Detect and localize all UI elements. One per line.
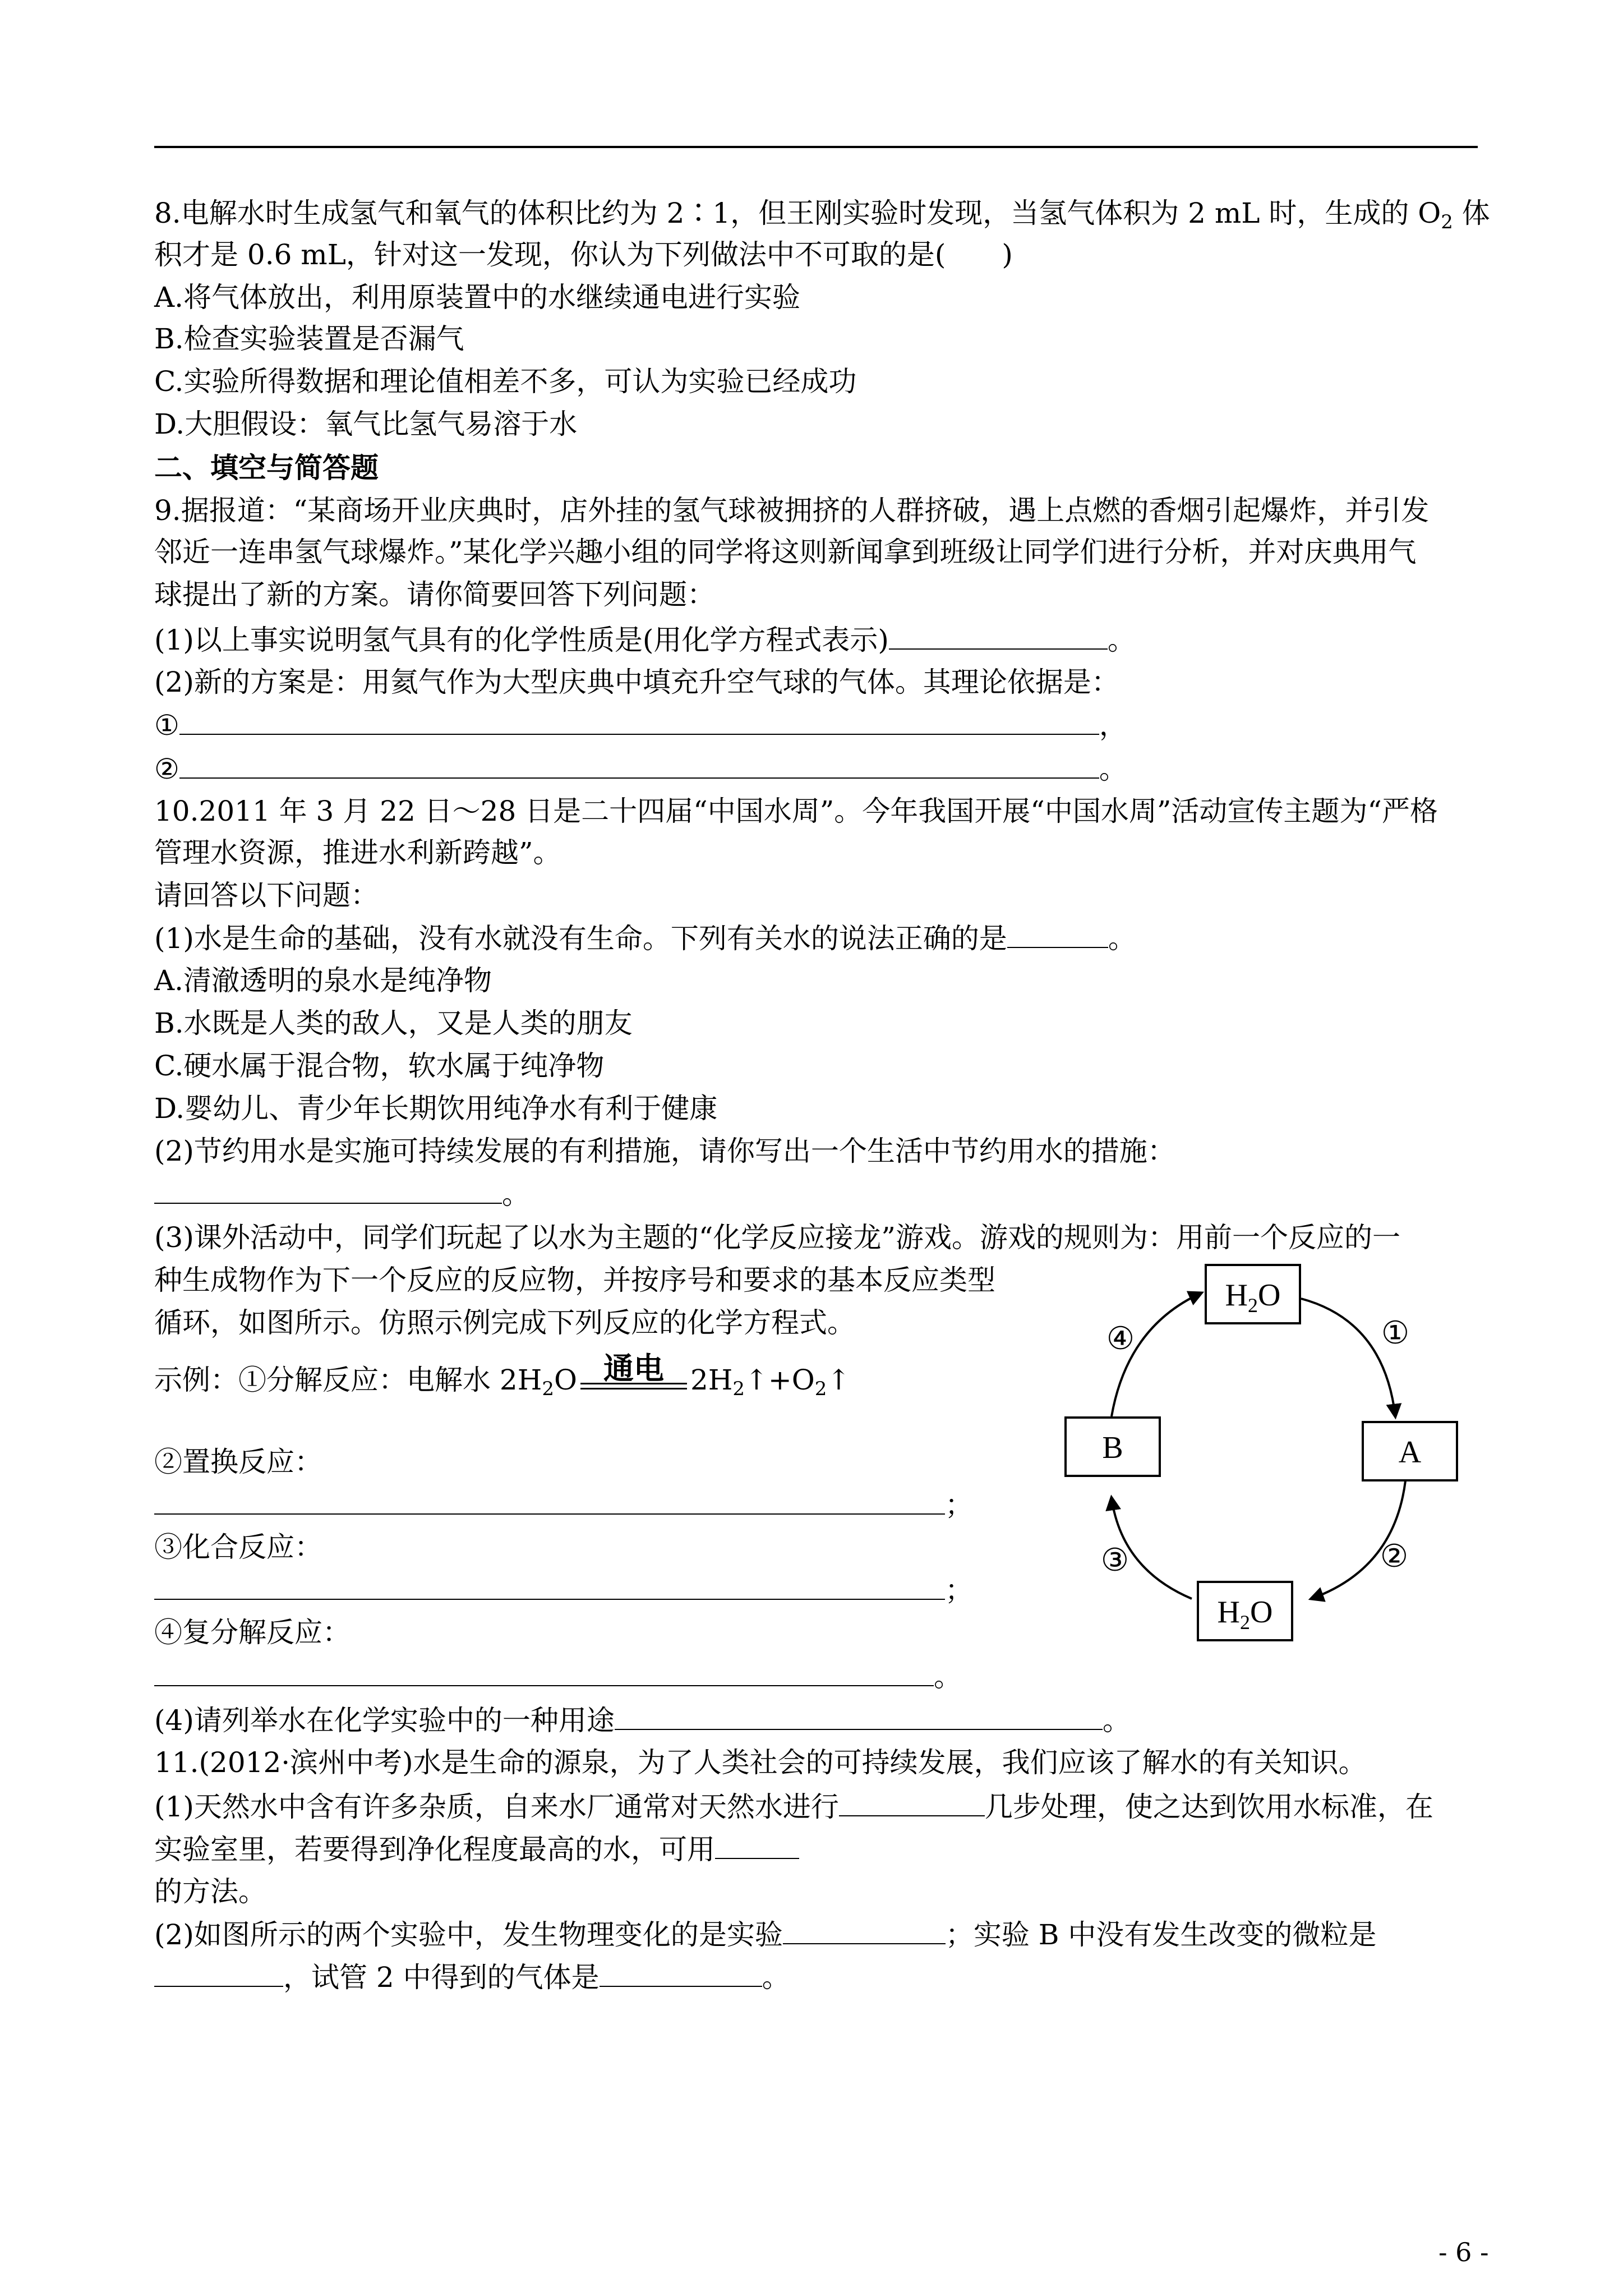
box-top-label: $H_2O$: [1225, 1278, 1281, 1317]
q10-option-c: C.硬水属于混合物，软水属于纯净物: [154, 1050, 605, 1082]
q10-option-a: A.清澈透明的泉水是纯净物: [154, 964, 492, 997]
section-title: 二、填空与简答题: [154, 451, 379, 484]
q11-part1-line3: 的方法。: [154, 1875, 266, 1908]
q10-part4-blank[interactable]: [615, 1703, 1103, 1730]
q10-part3-line1: (3)课外活动中，同学们玩起了以水为主题的“化学反应接龙”游戏。游戏的规则为：用前一个反应的一: [154, 1221, 1400, 1254]
q10-reaction3-label: ③化合反应：: [154, 1531, 322, 1563]
q10-part2-blank[interactable]: [154, 1177, 502, 1204]
step-1-marker: ①: [1381, 1315, 1410, 1351]
q9-reason2-blank[interactable]: [179, 752, 1099, 779]
q10-reaction2-blank[interactable]: [154, 1488, 945, 1515]
q9-part1-blank[interactable]: [889, 623, 1108, 650]
q11-part2-line2: ，试管 2 中得到的气体是 。: [154, 1960, 790, 1994]
q8-stem-line1: 8.电解水时生成氢气和氧气的体积比约为 2∶1，但王刚实验时发现，当氢气体积为 2 mL 时，生成的 $O_2$ 体: [154, 197, 1490, 233]
q10-part2: (2)节约用水是实施可持续发展的有利措施，请你写出一个生活中节约用水的措施：: [154, 1135, 1175, 1167]
q8-stem-line2: 积才是 0.6 mL，针对这一发现，你认为下列做法中不可取的是( ): [154, 238, 1013, 271]
q11-part1-line2: 实验室里，若要得到净化程度最高的水，可用: [154, 1832, 799, 1866]
q10-reaction3-blank[interactable]: [154, 1573, 945, 1600]
q11-part2-blank1[interactable]: [783, 1917, 946, 1944]
q10-part3-line3: 循环，如图所示。仿照示例完成下列反应的化学方程式。: [154, 1306, 855, 1339]
q10-option-d: D.婴幼儿、青少年长期饮用纯净水有利于健康: [154, 1092, 718, 1125]
q11-stem: 11.(2012·滨州中考)水是生命的源泉，为了人类社会的可持续发展，我们应该了解水的有关知识。: [154, 1746, 1367, 1779]
q10-stem-line1: 10.2011 年 3 月 22 日～28 日是二十四届“中国水周”。今年我国开展“中国水周”活动宣传主题为“严格: [154, 795, 1438, 827]
q11-part1-line1: (1)天然水中含有许多杂质，自来水厂通常对天然水进行 几步处理，使之达到饮用水标准，在: [154, 1791, 1433, 1823]
q9-part1: (1)以上事实说明氢气具有的化学性质是(用化学方程式表示) 。: [154, 624, 1136, 656]
q10-part1: (1)水是生命的基础，没有水就没有生命。下列有关水的说法正确的是 。: [154, 922, 1136, 955]
box-right-label: A: [1398, 1435, 1422, 1470]
q11-part2-blank2[interactable]: [154, 1960, 283, 1987]
q10-reaction4-blank[interactable]: [154, 1659, 934, 1686]
q11-part1-blank2[interactable]: [715, 1832, 799, 1859]
q9-reason1-blank[interactable]: [179, 708, 1099, 735]
box-left-label: B: [1102, 1430, 1123, 1465]
q8-option-a: A.将气体放出，利用原装置中的水继续通电进行实验: [154, 281, 801, 314]
q10-part1-blank[interactable]: [1007, 921, 1108, 948]
step-4-marker: ④: [1106, 1320, 1135, 1357]
page-number: - 6 -: [1438, 2237, 1489, 2267]
header-rule: [154, 146, 1478, 148]
q10-reaction3-answer: ；: [154, 1573, 973, 1607]
q11-part2-line1: (2)如图所示的两个实验中，发生物理变化的是实验 ；实验 B 中没有发生改变的微粒是: [154, 1918, 1377, 1951]
q10-reaction2-label: ②置换反应：: [154, 1446, 322, 1478]
q10-part4: (4)请列举水在化学实验中的一种用途 。: [154, 1704, 1131, 1737]
q10-reaction2-answer: ；: [154, 1488, 973, 1522]
step-2-marker: ②: [1380, 1538, 1409, 1575]
q9-part2: (2)新的方案是：用氦气作为大型庆典中填充升空气球的气体。其理论依据是：: [154, 666, 1119, 698]
q8-option-c: C.实验所得数据和理论值相差不多，可认为实验已经成功: [154, 365, 857, 398]
q10-option-b: B.水既是人类的敌人，又是人类的朋友: [154, 1007, 633, 1039]
q8-option-b: B.检查实验装置是否漏气: [154, 323, 464, 355]
q10-example-equation: 示例：①分解反应：电解水 $2H_2O$ 通电 $2H_2↑+O_2↑$: [154, 1350, 851, 1400]
q8-option-d: D.大胆假设：氧气比氢气易溶于水: [154, 408, 578, 440]
q10-reaction4-label: ④复分解反应：: [154, 1616, 351, 1649]
q10-reaction4-answer: 。: [154, 1659, 962, 1694]
q9-reason2: ② 。: [154, 753, 1127, 785]
q10-stem-line2: 管理水资源，推进水利新跨越”。: [154, 836, 561, 869]
step-3-marker: ③: [1100, 1542, 1129, 1579]
q10-part2-answer: 。: [154, 1177, 530, 1211]
electrolysis-condition: 通电: [580, 1370, 687, 1389]
q9-stem-line2: 邻近一连串氢气球爆炸。”某化学兴趣小组的同学将这则新闻拿到班级让同学们进行分析，并对庆典用气: [154, 536, 1417, 568]
q9-stem-line1: 9.据报道：“某商场开业庆典时，店外挂的氢气球被拥挤的人群挤破，遇上点燃的香烟引起爆炸，并引发: [154, 494, 1430, 527]
box-bottom-label: $H_2O$: [1217, 1595, 1273, 1634]
q11-part1-blank1[interactable]: [839, 1789, 985, 1816]
reaction-cycle-diagram: [1049, 1259, 1475, 1652]
q9-reason1: ① ，: [154, 709, 1127, 742]
q11-part2-blank3[interactable]: [600, 1960, 762, 1987]
q10-part3-line2: 种生成物作为下一个反应的反应物，并按序号和要求的基本反应类型: [154, 1264, 995, 1296]
q9-stem-line3: 球提出了新的方案。请你简要回答下列问题：: [154, 578, 715, 611]
q10-stem-line3: 请回答以下问题：: [154, 879, 379, 912]
